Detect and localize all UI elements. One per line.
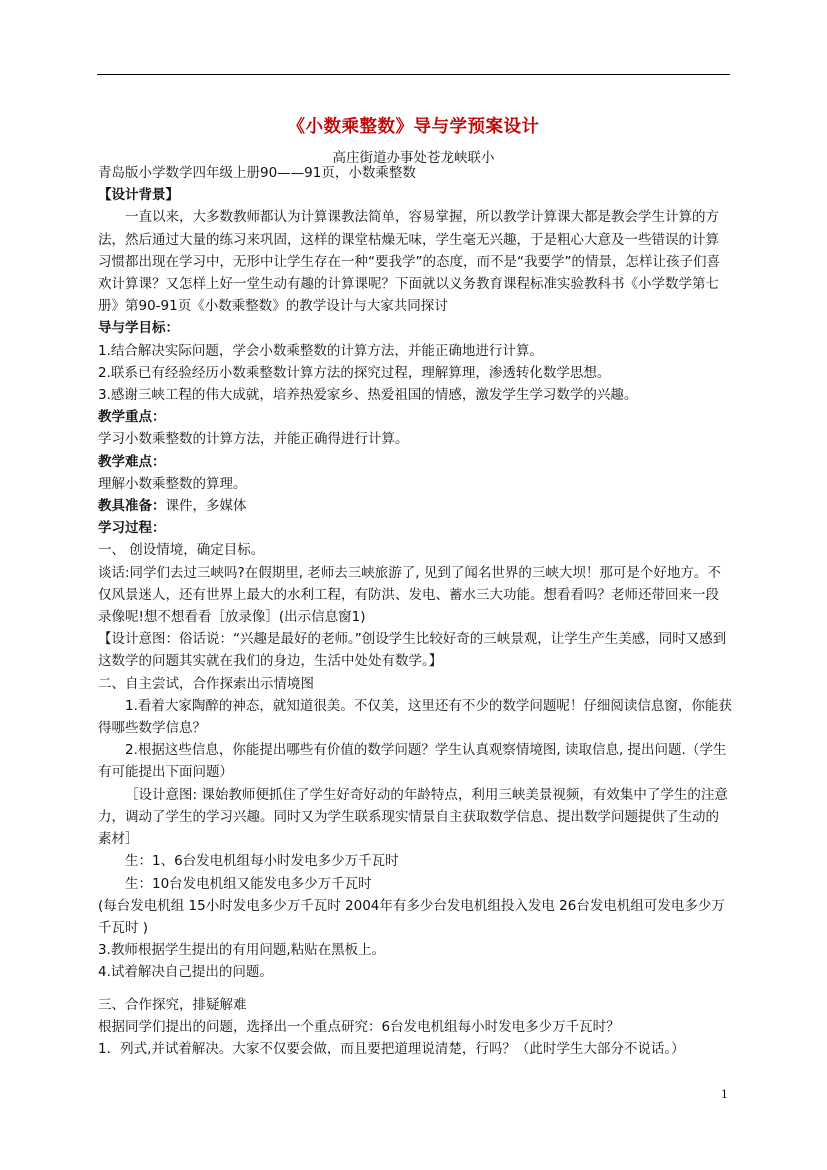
paragraph-text: 1.结合解决实际问题，学会小数乘整数的计算方法，并能正确地进行计算。 bbox=[98, 342, 543, 359]
body-paragraph bbox=[98, 384, 732, 406]
document-body bbox=[98, 162, 732, 1060]
body-paragraph bbox=[98, 317, 732, 339]
body-paragraph bbox=[98, 895, 732, 939]
paragraph-text: 【设计意图：俗话说：“兴趣是最好的老师。”创设学生比较好奇的三峡景观，让学生产生美感，同时又感到这数学的问题其实就在我们的身边，生活中处处有数学。】 bbox=[98, 631, 727, 670]
body-paragraph bbox=[98, 1038, 732, 1060]
body-paragraph bbox=[98, 451, 732, 473]
paragraph-text: 1．列式,并试着解决。大家不仅要会做，而且要把道理说清楚，行吗？（此时学生大部分不说话。） bbox=[98, 1040, 685, 1057]
body-paragraph bbox=[98, 939, 732, 961]
paragraph-text: 3.感谢三峡工程的伟大成就，培养热爱家乡、热爱祖国的情感，激发学生学习数学的兴趣。 bbox=[98, 387, 638, 404]
body-paragraph bbox=[98, 340, 732, 362]
body-paragraph bbox=[98, 539, 732, 561]
body-paragraph bbox=[98, 562, 732, 629]
body-paragraph bbox=[98, 495, 732, 517]
page-number: 1 bbox=[721, 1088, 728, 1101]
paragraph-text: 生：10台发电机组又能发电多少万千瓦时 bbox=[125, 875, 372, 892]
section-heading: 导与学目标： bbox=[98, 320, 179, 337]
body-paragraph bbox=[98, 994, 732, 1016]
body-paragraph bbox=[98, 873, 732, 895]
paragraph-text: 2.联系已有经验经历小数乘整数计算方法的探究过程，理解算理，渗透转化数学思想。 bbox=[98, 364, 611, 381]
document-title: 《小数乘整数》导与学预案设计 bbox=[287, 117, 540, 137]
body-paragraph bbox=[98, 850, 732, 872]
body-paragraph bbox=[98, 206, 732, 317]
body-paragraph bbox=[98, 784, 732, 851]
paragraph-text: 1.看着大家陶醉的神态，就知道很美。不仅美，这里还有不少的数学问题呢！仔细阅读信息窗，你能获得哪些数学信息？ bbox=[98, 697, 732, 737]
section-heading: 教学难点： bbox=[98, 453, 166, 470]
body-paragraph bbox=[98, 184, 732, 206]
paragraph-text: 二、自主尝试，合作探索出示情境图 bbox=[98, 675, 314, 692]
body-paragraph bbox=[98, 406, 732, 428]
header-rule bbox=[97, 74, 730, 75]
document-subtitle: 高庄街道办事处苍龙峡联小 bbox=[332, 150, 495, 166]
paragraph-text: 课件，多媒体 bbox=[165, 498, 247, 515]
paragraph-text: 学习小数乘整数的计算方法，并能正确得进行计算。 bbox=[98, 431, 409, 448]
paragraph-text: 一直以来，大多数教师都认为计算课教法简单，容易掌握，所以教学计算课大都是教会学生计算的方法，然后通过大量的练习来巩固，这样的课堂枯燥无味，学生毫无兴趣，于是粗心大意及一些错误的计算习惯都出现在学习中，无形中让学生存在一种“要我学”的态度，而不是“我要学”的情景，怎样让孩子们喜欢计算课？又怎样上好一堂生动有趣的计算课呢？下面就以义务教育课程标准实验教科书《小学数学第七册》第90-91页《小数乘整数》的教学设计与大家共同探讨 bbox=[98, 209, 720, 315]
paragraph-text: 3.教师根据学生提出的有用问题,粘贴在黑板上。 bbox=[98, 942, 386, 959]
body-paragraph bbox=[98, 1016, 732, 1038]
body-paragraph bbox=[98, 473, 732, 495]
paragraph-text: 谈话:同学们去过三峡吗?在假期里, 老师去三峡旅游了, 见到了闻名世界的三峡大坝！那可是个好地方。不仅风景迷人，还有世界上最大的水利工程，有防洪、发电、蓄水三大功能。想看看吗？老师还带回来一段录像呢!想不想看看［放录像］(出示信息窗1) bbox=[98, 564, 721, 626]
body-paragraph bbox=[98, 517, 732, 539]
paragraph-text: 一、 创设情境，确定目标。 bbox=[98, 542, 265, 559]
body-paragraph bbox=[98, 961, 732, 983]
body-paragraph bbox=[98, 739, 732, 783]
body-paragraph bbox=[98, 362, 732, 384]
section-heading: 教具准备： bbox=[98, 498, 166, 515]
paragraph-text: 三、合作探究，排疑解难 bbox=[98, 996, 247, 1013]
paragraph-text: (每台发电机组 15小时发电多少万千瓦时 2004年有多少台发电机组投入发电 26台发电机组可发电多少万千瓦时 ) bbox=[98, 897, 725, 936]
paragraph-text: 生：1、6台发电机组每小时发电多少万千瓦时 bbox=[125, 853, 399, 870]
section-heading: 【设计背景】 bbox=[98, 187, 179, 204]
body-paragraph bbox=[98, 695, 732, 739]
paragraph-text: ［设计意图: 课始教师便抓住了学生好奇好动的年龄特点，利用三峡美景视频，有效集中了学生的注意力，调动了学生的学习兴趣。同时又为学生联系现实情景自主获取数学信息、提出数学问题提供了生动的素材］ bbox=[98, 786, 728, 848]
paragraph-gap bbox=[98, 984, 732, 994]
paragraph-text: 2.根据这些信息，你能提出哪些有价值的数学问题？学生认真观察情境图, 读取信息, 提出问题.（学生有可能提出下面问题） bbox=[98, 742, 727, 781]
paragraph-text: 理解小数乘整数的算理。 bbox=[98, 475, 247, 492]
paragraph-text: 4.试着解决自己提出的问题。 bbox=[98, 964, 273, 981]
body-paragraph bbox=[98, 162, 732, 184]
paragraph-text: 青岛版小学数学四年级上册90——91页，小数乘整数 bbox=[98, 165, 416, 181]
section-heading: 学习过程： bbox=[98, 520, 166, 537]
section-heading: 教学重点： bbox=[98, 409, 166, 426]
body-paragraph bbox=[98, 628, 732, 672]
paragraph-text: 根据同学们提出的问题，选择出一个重点研究：6台发电机组每小时发电多少万千瓦时？ bbox=[98, 1018, 620, 1035]
body-paragraph bbox=[98, 428, 732, 450]
body-paragraph bbox=[98, 673, 732, 695]
